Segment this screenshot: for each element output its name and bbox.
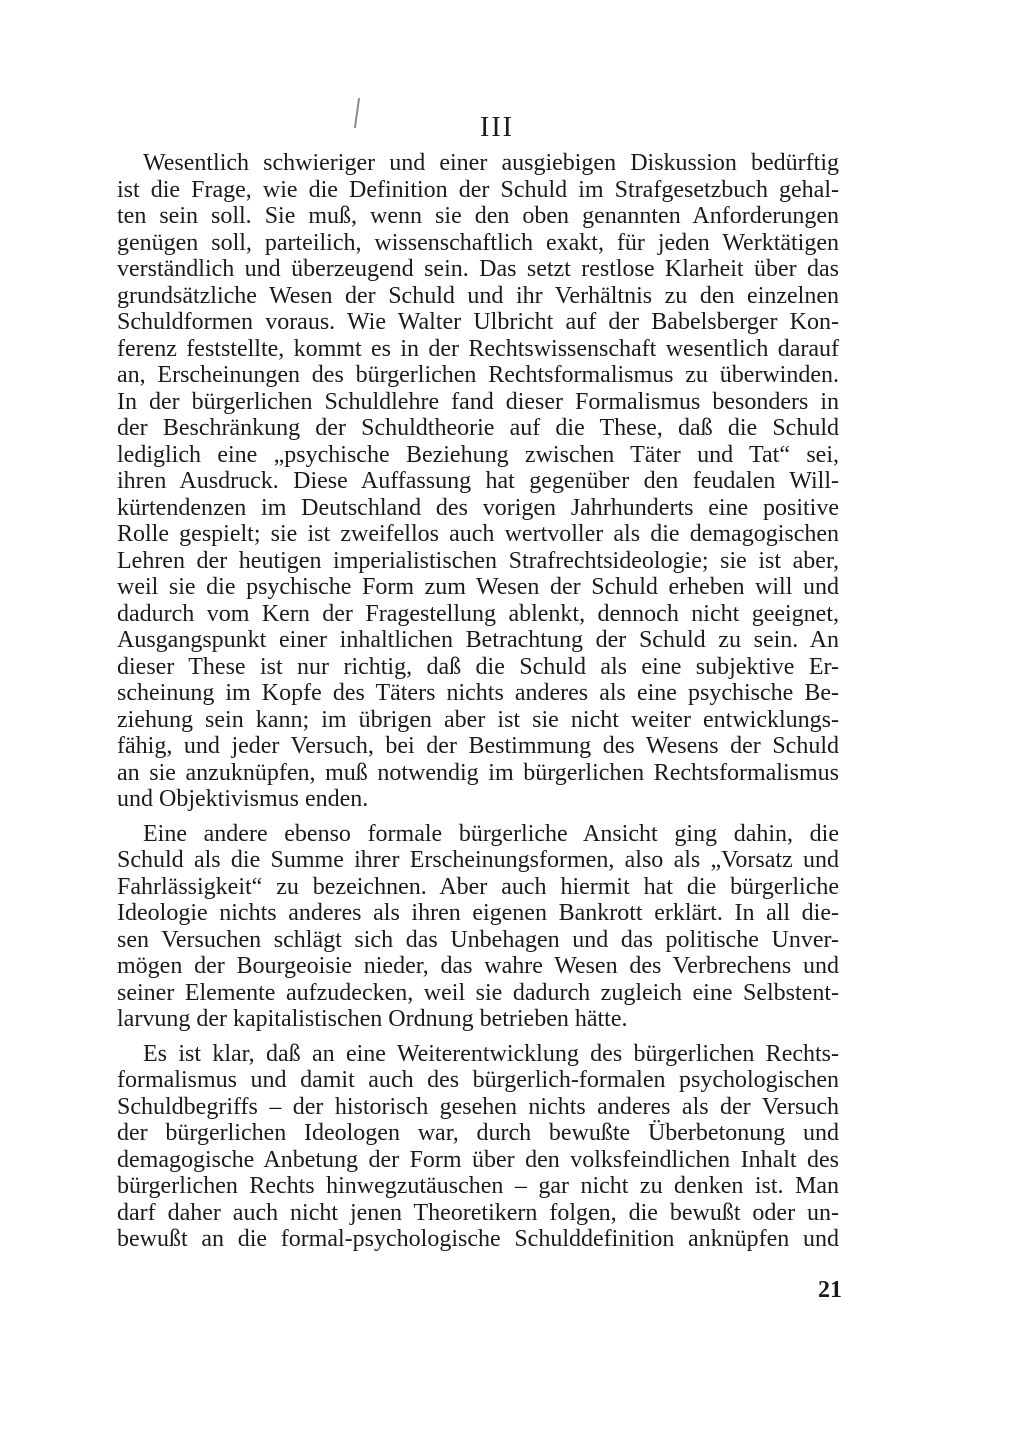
text-line: Schuldbegriffs – der historisch gesehen nichts anderes als der Versuch — [117, 1093, 839, 1120]
text-line: an sie anzuknüpfen, muß notwendig im bürgerlichen Rechtsformalismus — [117, 759, 839, 786]
text-line: ihren Ausdruck. Diese Auffassung hat gegenüber den feudalen Will- — [117, 468, 839, 494]
text-line: an, Erscheinungen des bürgerlichen Rechtsformalismus zu überwinden. — [117, 362, 839, 388]
text-line: demagogische Anbetung der Form über den volksfeindlichen Inhalt des — [117, 1146, 839, 1173]
text-line: seiner Elemente aufzudecken, weil sie dadurch zugleich eine Selbstent- — [117, 979, 839, 1006]
text-line: weil sie die psychische Form zum Wesen der Schuld erheben will und — [117, 574, 839, 600]
paragraph-2 — [117, 821, 839, 1033]
text-line: verständlich und überzeugend sein. Das setzt restlose Klarheit über das — [117, 256, 839, 282]
text-line: formalismus und damit auch des bürgerlich-formalen psychologischen — [117, 1067, 839, 1093]
text-line: lediglich eine „psychische Beziehung zwischen Täter und Tat“ sei, — [117, 441, 839, 468]
text-line: Fahrlässigkeit“ zu bezeichnen. Aber auch hiermit hat die bürgerliche — [117, 873, 839, 900]
text-line: ferenz feststellte, kommt es in der Rechtswissenschaft wesentlich darauf — [117, 335, 839, 362]
text-line: dadurch vom Kern der Fragestellung ablenkt, dennoch nicht geeignet, — [117, 600, 839, 627]
text-line: Eine andere ebenso formale bürgerliche Ansicht ging dahin, die — [143, 820, 839, 847]
text-line: Ideologie nichts anderes als ihren eigenen Bankrott erklärt. In all die- — [117, 900, 839, 926]
text-line: der Beschränkung der Schuldtheorie auf die These, daß die Schuld — [117, 415, 839, 441]
text-line: fähig, und jeder Versuch, bei der Bestimmung des Wesens der Schuld — [117, 733, 839, 759]
text-line: bürgerlichen Rechts hinwegzutäuschen – gar nicht zu denken ist. Man — [117, 1173, 839, 1199]
section-heading: III — [480, 112, 514, 143]
text-line: ziehung sein kann; im übrigen aber ist sie nicht weiter entwicklungs- — [117, 706, 839, 733]
page-number: 21 — [818, 1277, 842, 1303]
text-line: grundsätzliche Wesen der Schuld und ihr Verhältnis zu den einzelnen — [117, 282, 839, 309]
text-line: Schuldformen voraus. Wie Walter Ulbricht auf der Babelsberger Kon- — [117, 309, 839, 335]
body-text — [117, 150, 839, 1253]
text-line: genügen soll, parteilich, wissenschaftlich exakt, für jeden Werktätigen — [117, 229, 839, 256]
text-line: und Objektivismus enden. — [117, 786, 369, 812]
text-line: Es ist klar, daß an eine Weiterentwicklung des bürgerlichen Rechts- — [143, 1040, 839, 1067]
text-line: Rolle gespielt; sie ist zweifellos auch wertvoller als die demagogischen — [117, 521, 839, 547]
text-line: Lehren der heutigen imperialistischen Strafrechtsideologie; sie ist aber, — [117, 547, 839, 574]
text-line: In der bürgerlichen Schuldlehre fand dieser Formalismus besonders in — [117, 388, 839, 415]
text-line: sen Versuchen schlägt sich das Unbehagen und das politische Unver- — [117, 926, 839, 953]
text-line: bewußt an die formal-psychologische Schulddefinition anknüpfen und — [117, 1226, 839, 1252]
text-line: Wesentlich schwieriger und einer ausgiebigen Diskussion bedürftig — [143, 150, 839, 176]
text-line: mögen der Bourgeoisie nieder, das wahre Wesen des Verbrechens und — [117, 953, 839, 979]
text-line: kürtendenzen im Deutschland des vorigen Jahrhunderts eine positive — [117, 494, 839, 521]
text-line: der bürgerlichen Ideologen war, durch bewußte Überbetonung und — [117, 1120, 839, 1146]
text-line: ten sein soll. Sie muß, wenn sie den oben genannten Anforderungen — [117, 203, 839, 229]
text-line: dieser These ist nur richtig, daß die Schuld als eine subjektive Er- — [117, 653, 839, 680]
text-line: larvung der kapitalistischen Ordnung betrieben hätte. — [117, 1006, 628, 1032]
text-line: darf daher auch nicht jenen Theoretikern folgen, die bewußt oder un- — [117, 1199, 839, 1226]
text-line: Ausgangspunkt einer inhaltlichen Betrachtung der Schuld zu sein. An — [117, 627, 839, 653]
text-line: scheinung im Kopfe des Täters nichts anderes als eine psychische Be- — [117, 680, 839, 706]
text-line: ist die Frage, wie die Definition der Schuld im Strafgesetzbuch gehal- — [117, 176, 839, 203]
text-line: Schuld als die Summe ihrer Erscheinungsformen, also als „Vorsatz und — [117, 847, 839, 873]
paragraph-1 — [117, 150, 839, 813]
paragraph-3 — [117, 1041, 839, 1253]
